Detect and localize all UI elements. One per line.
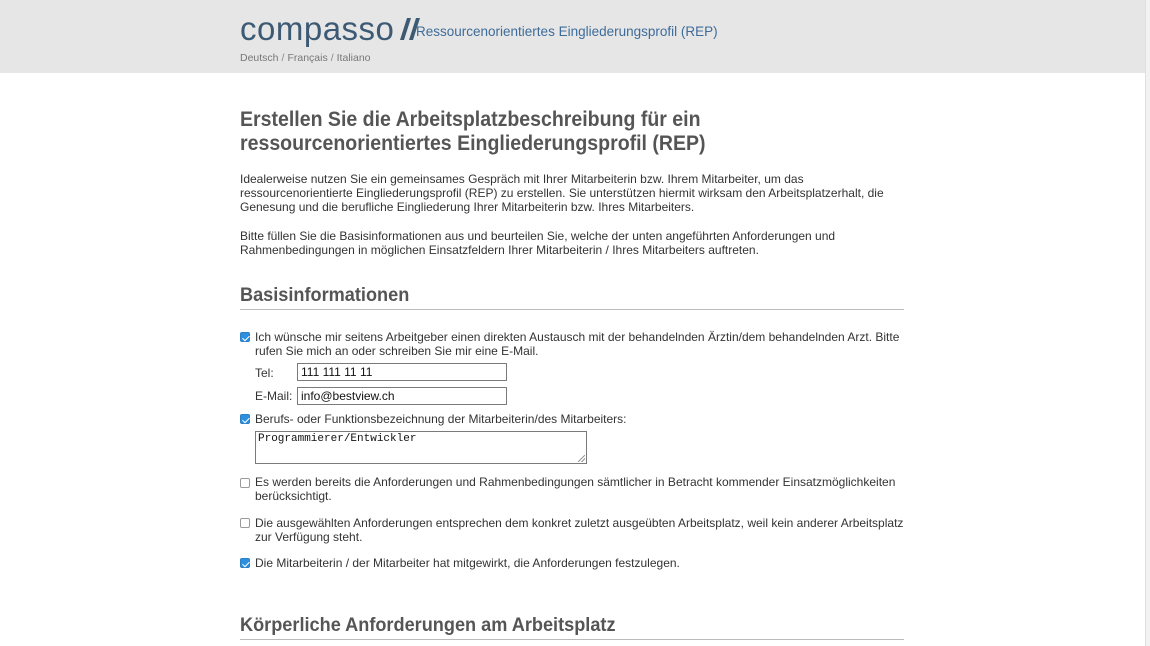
section-divider [240, 639, 904, 640]
language-link-de[interactable]: Deutsch [240, 52, 279, 64]
contact-physician-label: Ich wünsche mir seitens Arbeitgeber einen direkten Austausch mit der behandelnden Ärztin/dem behandelnden Arzt. Bitte rufen Sie mich an oder schreiben Sie mir eine E-Mail. [255, 330, 900, 358]
job-title-label: Berufs- oder Funktionsbezeichnung der Mitarbeiterin/des Mitarbeiters: [255, 412, 627, 426]
employee-participated-checkbox[interactable] [240, 558, 250, 568]
all-options-considered-label: Es werden bereits die Anforderungen und Rahmenbedingungen sämtlicher in Betracht kommender Einsatzmöglichkeiten berücksichtigt. [255, 475, 896, 503]
all-options-considered-checkbox[interactable] [240, 478, 250, 488]
language-separator: / [330, 52, 334, 64]
logo-text: compasso [240, 10, 395, 47]
page-scrollbar[interactable] [1145, 0, 1150, 646]
language-link-it[interactable]: Italiano [336, 52, 371, 64]
section-title-koerperliche-anforderungen: Körperliche Anforderungen am Arbeitsplatz [240, 614, 616, 636]
email-input[interactable] [297, 387, 507, 405]
last-workplace-checkbox[interactable] [240, 518, 250, 528]
page-title: Erstellen Sie die Arbeitsplatzbeschreibung für ein ressourcenorientiertes Eingliederungsprofil (REP) [240, 108, 706, 155]
tel-input[interactable] [297, 363, 507, 381]
employee-participated-label: Die Mitarbeiterin / der Mitarbeiter hat mitgewirkt, die Anforderungen festzulegen. [255, 556, 680, 570]
intro-paragraph-1: Idealerweise nutzen Sie ein gemeinsames Gespräch mit Ihrer Mitarbeiterin bzw. Ihrem Mitarbeiter, um das ressourcenorientierte Eingliederungsprofil (REP) zu erstellen. Sie unterstützen hiermit wirksam den Arbeitsplatzerhalt, die Genesung und die berufliche Eingliederung Ihrer Mitarbeiterin bzw. Ihres Mitarbeiters. [240, 172, 884, 214]
last-workplace-label: Die ausgewählten Anforderungen entsprechen dem konkret zuletzt ausgeübten Arbeitsplatz, weil kein anderer Arbeitsplatz zur Verfügung steht. [255, 516, 904, 544]
email-label: E-Mail: [255, 389, 293, 403]
job-title-checkbox[interactable] [240, 414, 250, 424]
tel-label: Tel: [255, 366, 274, 380]
compasso-logo[interactable] [240, 10, 422, 47]
language-switcher [240, 52, 371, 64]
language-link-fr[interactable]: Français [287, 52, 328, 64]
language-separator: / [281, 52, 285, 64]
section-divider [240, 309, 904, 310]
job-title-textarea[interactable] [255, 431, 587, 464]
intro-paragraph-2: Bitte füllen Sie die Basisinformationen aus und beurteilen Sie, welche der unten angeführten Anforderungen und Rahmenbedingungen in möglichen Einsatzfeldern Ihrer Mitarbeiterin / Ihres Mitarbeiters auftreten. [240, 229, 836, 257]
contact-physician-checkbox[interactable] [240, 332, 250, 342]
header-bar [0, 0, 1145, 73]
job-title-value: Programmierer/Entwickler [258, 433, 417, 445]
app-title: Ressourcenorientiertes Eingliederungsprofil (REP) [416, 24, 718, 39]
section-title-basisinformationen: Basisinformationen [240, 284, 410, 306]
resize-grip-icon[interactable] [578, 455, 585, 462]
